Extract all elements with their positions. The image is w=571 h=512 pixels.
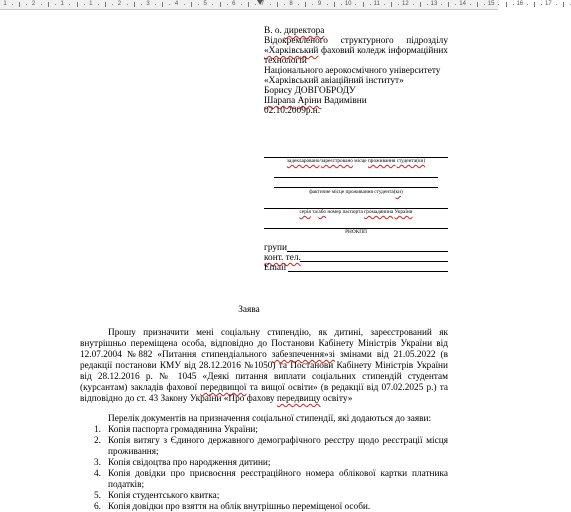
list-item: Копія витягу з Єдиного державного демографічного реєстру щодо реєстрації місця — [108, 436, 448, 446]
ruler-tick — [184, 4, 185, 5]
ruler-tick — [305, 2, 306, 7]
ruler-track — [0, 0, 552, 9]
documents-intro: Перелік документів на призначення соціальної стипендії, які додаються до заяви: — [108, 414, 432, 424]
addressee-college-line — [264, 46, 448, 56]
ruler-tick — [455, 4, 456, 5]
ruler-tick — [48, 2, 49, 7]
ruler-number: 1 — [89, 1, 93, 7]
ruler-tick — [441, 4, 442, 5]
group-line[interactable] — [287, 251, 448, 252]
addressee-line: «Харківський авіаційний інститут» — [264, 76, 404, 86]
ruler-number: 3 — [146, 1, 150, 7]
ruler-tick — [12, 4, 13, 5]
list-item: Копія студентського квитка; — [108, 491, 220, 501]
ruler-tick — [155, 4, 156, 5]
ruler-tick — [556, 4, 557, 5]
list-number: 6. — [94, 502, 101, 512]
word: коледж — [357, 46, 386, 56]
word: інформаційних — [388, 46, 448, 56]
ruler-tick — [127, 4, 128, 5]
list-number: 1. — [94, 425, 101, 435]
document-page[interactable] — [0, 10, 498, 512]
body-line: (курсантам) закладів фахової передвищої та вищої освіти» (в редакції від 07.02.2025 р.) та — [80, 383, 448, 393]
list-number: 5. — [94, 491, 101, 501]
ruler-tick — [420, 2, 421, 7]
list-number: 4. — [94, 469, 101, 479]
list-number: 2. — [94, 436, 101, 446]
ruler-tick — [212, 4, 213, 5]
ruler-tick — [162, 2, 163, 7]
ruler-tick — [298, 4, 299, 5]
ruler-number: 9 — [317, 1, 322, 7]
ruler-number: 8 — [289, 1, 293, 7]
ruler-tick — [470, 4, 471, 5]
first-line-indent-marker[interactable] — [257, 0, 263, 5]
addressee-line: Національного аерокосмічного університету — [264, 66, 441, 76]
ruler-tick — [312, 4, 313, 5]
actual-address-line[interactable] — [274, 187, 438, 188]
ruler-tick — [84, 4, 85, 5]
ruler-tick — [69, 4, 70, 5]
ruler-number: 11 — [373, 1, 380, 7]
ruler-tick — [248, 2, 249, 7]
addressee-unit-line — [264, 36, 448, 46]
ruler-tick — [484, 4, 485, 5]
ruler-tick — [98, 4, 99, 5]
ruler-number: 15 — [487, 1, 495, 7]
ruler-tick — [334, 2, 335, 7]
document-title: Заява — [238, 305, 260, 315]
body-line: редакції постанови КМУ від 28.12.2016 №1050) та Постанови Кабінету Міністрів України — [80, 361, 448, 371]
list-item: Копія довідки про взяття на облік внутрішньо переміщеної особи. — [108, 502, 371, 512]
ruler-tick — [363, 2, 364, 7]
body-line: Прошу призначити мені соціальну стипендію, як дитині, зареєстрований як — [108, 328, 448, 338]
ruler-tick — [506, 2, 507, 7]
body-line: відповідно до ст. 43 Закону України «Про фахову передвищу освіту» — [80, 394, 353, 404]
applicant-birth-date: 02.10.2009р.н. — [264, 106, 321, 116]
ruler-number: 13 — [430, 1, 438, 7]
ruler-tick — [241, 4, 242, 5]
ruler-number: 4 — [174, 1, 179, 7]
word: Відокремленого — [264, 36, 328, 46]
ruler-tick — [105, 2, 106, 7]
ruler-tick — [227, 4, 228, 5]
ruler-tick — [77, 2, 78, 7]
ruler-tick — [169, 4, 170, 5]
email-label: Email — [264, 263, 287, 273]
ruler-number: 1 — [3, 1, 7, 7]
registration-caption: задекларовано/зареєстровано місце проживання студента(ки) — [286, 158, 426, 164]
ruler-tick — [220, 2, 221, 7]
ruler-tick — [341, 4, 342, 5]
word: фаховий — [321, 46, 355, 56]
ruler-tick — [534, 2, 535, 7]
ruler-tick — [41, 4, 42, 5]
ruler-tick — [134, 2, 135, 7]
ruler-tick — [384, 4, 385, 5]
ruler-tick — [112, 4, 113, 5]
ruler-tick — [270, 4, 271, 5]
addressee-line: технологій — [264, 56, 307, 66]
ruler-number: 16 — [516, 1, 524, 7]
list-number: 3. — [94, 458, 101, 468]
ruler-number: 7 — [260, 1, 265, 7]
list-item: Копія свідоцтва про народження дитини; — [108, 458, 271, 468]
ruler-number: 14 — [459, 1, 466, 7]
ruler-tick — [277, 2, 278, 7]
ruler-number: 12 — [402, 1, 409, 7]
ruler-tick — [55, 4, 56, 5]
ruler-tick — [26, 4, 27, 5]
ruler-tick — [398, 4, 399, 5]
passport-caption: серія та/або номер паспорта громадянина України — [299, 209, 413, 215]
ruler-number: 2 — [31, 1, 36, 7]
ruler-tick — [19, 2, 20, 7]
ruler-tick — [527, 4, 528, 5]
phone-line[interactable] — [300, 261, 448, 262]
word: підрозділу — [406, 36, 448, 46]
ruler-tick — [370, 4, 371, 5]
ruler-number: 6 — [232, 1, 236, 7]
body-line: внутрішньо переміщена особа, відповідно до Постанови Кабінету Міністрів України від — [80, 339, 448, 349]
word: структурного — [340, 36, 394, 46]
body-line: 12.07.2004 №882 «Питання стипендіального забезпечення»зі змінами від 21.05.2022 (в — [80, 350, 448, 360]
applicant-name: Шарапа Аріни Вадимівни — [264, 96, 367, 106]
registration-address-line-2[interactable] — [274, 177, 438, 178]
ruler-tick — [191, 2, 192, 7]
horizontal-ruler[interactable] — [0, 0, 552, 10]
ruler-number: 5 — [203, 1, 207, 7]
list-item-continuation: податків; — [108, 480, 145, 490]
body-line: від 28.12.2016 р. № 1045 «Деякі питання виплати соціальних стипендій студентам — [80, 372, 448, 382]
ruler-tick — [498, 4, 499, 5]
rnokpp-caption: РНОКПП — [345, 229, 367, 235]
ruler-number: 17 — [545, 1, 552, 7]
group-label: групи — [264, 243, 287, 253]
ruler-tick — [477, 2, 478, 7]
ruler-tick — [198, 4, 199, 5]
ruler-number: 1 — [60, 1, 64, 7]
ruler-tick — [141, 4, 142, 5]
ruler-number: 10 — [344, 1, 352, 7]
list-item: Копія паспорта громадянина України; — [108, 425, 258, 435]
word: «Харківський — [264, 46, 319, 56]
ruler-tick — [427, 4, 428, 5]
list-item-continuation: проживання; — [108, 447, 159, 457]
addressee-name: Борису ДОВГОБРОДУ — [264, 86, 356, 96]
ruler-tick — [513, 4, 514, 5]
ruler-tick — [448, 2, 449, 7]
ruler-tick — [355, 4, 356, 5]
list-item: Копія довідки про присвоєння реєстраційного номера облікової картки платника — [108, 469, 448, 479]
ruler-tick — [413, 4, 414, 5]
email-line[interactable] — [288, 271, 448, 272]
ruler-tick — [391, 2, 392, 7]
actual-caption: фактичне місце проживання студента(ки) — [309, 189, 403, 195]
ruler-tick — [563, 2, 564, 7]
ruler-number: 2 — [117, 1, 122, 7]
addressee-position: В. о. директора — [264, 26, 325, 36]
phone-label: конт. тел. — [264, 253, 301, 263]
ruler-tick — [327, 4, 328, 5]
ruler-tick — [284, 4, 285, 5]
ruler-tick — [541, 4, 542, 5]
